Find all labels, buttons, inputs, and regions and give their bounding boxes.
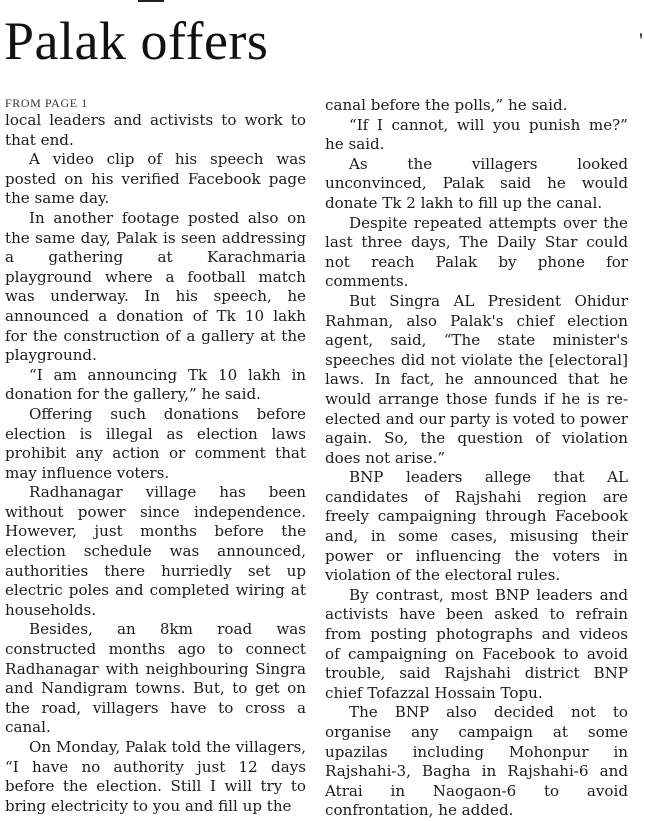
paragraph: “If I cannot, will you punish me?” he said. (325, 115, 628, 154)
adjacent-article-mark: ' (639, 28, 643, 53)
paragraph: canal before the polls,” he said. (325, 96, 568, 114)
paragraph: Offering such donations before election is illegal as election laws prohibit any action or comment that may influence voters. (5, 404, 306, 482)
paragraph: Radhanagar village has been without power since independence. However, just months before the election schedule was announced, authorities there hurriedly set up electric poles and completed wiring at households. (5, 483, 306, 619)
kicker: FROM PAGE 1 (5, 96, 88, 110)
paragraph: On Monday, Palak told the villagers, “I have no authority just 12 days before the election. Still I will try to bring electricity to you and fill up the (5, 738, 306, 815)
paragraph: Despite repeated attempts over the last three days, The Daily Star could not reach Palak by phone for comments. (325, 213, 628, 291)
article-column-left (5, 96, 306, 816)
paragraph: As the villagers looked unconvinced, Palak said he would donate Tk 2 lakh to fill up the canal. (325, 154, 628, 212)
headline: Palak offers (4, 11, 269, 71)
paragraph: But Singra AL President Ohidur Rahman, also Palak's chief election agent, said, “The state minister's speeches did not violate the [electoral] laws. In fact, he announced that he would arrange those funds if he is re-elected and our party is voted to power again. So, the question of violation does not arise.” (325, 291, 628, 467)
paragraph: A video clip of his speech was posted on his verified Facebook page the same day. (5, 150, 306, 208)
top-edge-rule (138, 0, 164, 2)
paragraph: The BNP also decided not to organise any campaign at some upazilas including Mohonpur in Rajshahi-3, Bagha in Rajshahi-6 and Atrai in Naogaon-6 to avoid confrontation, he added. (325, 703, 628, 820)
paragraph: local leaders and activists to work to that end. (5, 111, 306, 149)
article-column-right (325, 96, 628, 821)
paragraph: Besides, an 8km road was constructed months ago to connect Radhanagar with neighbouring Singra and Nandigram towns. But, to get on the road, villagers have to cross a canal. (5, 620, 306, 737)
paragraph: “I am announcing Tk 10 lakh in donation for the gallery,” he said. (5, 365, 306, 404)
paragraph: BNP leaders allege that AL candidates of Rajshahi region are freely campaigning through Facebook and, in some cases, misusing their power or influencing the voters in violation of the electoral rules. (325, 468, 628, 585)
paragraph: By contrast, most BNP leaders and activists have been asked to refrain from posting photographs and videos of campaigning on Facebook to avoid trouble, said Rajshahi district BNP chief Tofazzal Hossain Topu. (325, 585, 628, 702)
paragraph: In another footage posted also on the same day, Palak is seen addressing a gathering at Karachmaria playground where a football match was underway. In his speech, he announced a donation of Tk 10 lakh for the construction of a gallery at the playground. (5, 208, 306, 365)
